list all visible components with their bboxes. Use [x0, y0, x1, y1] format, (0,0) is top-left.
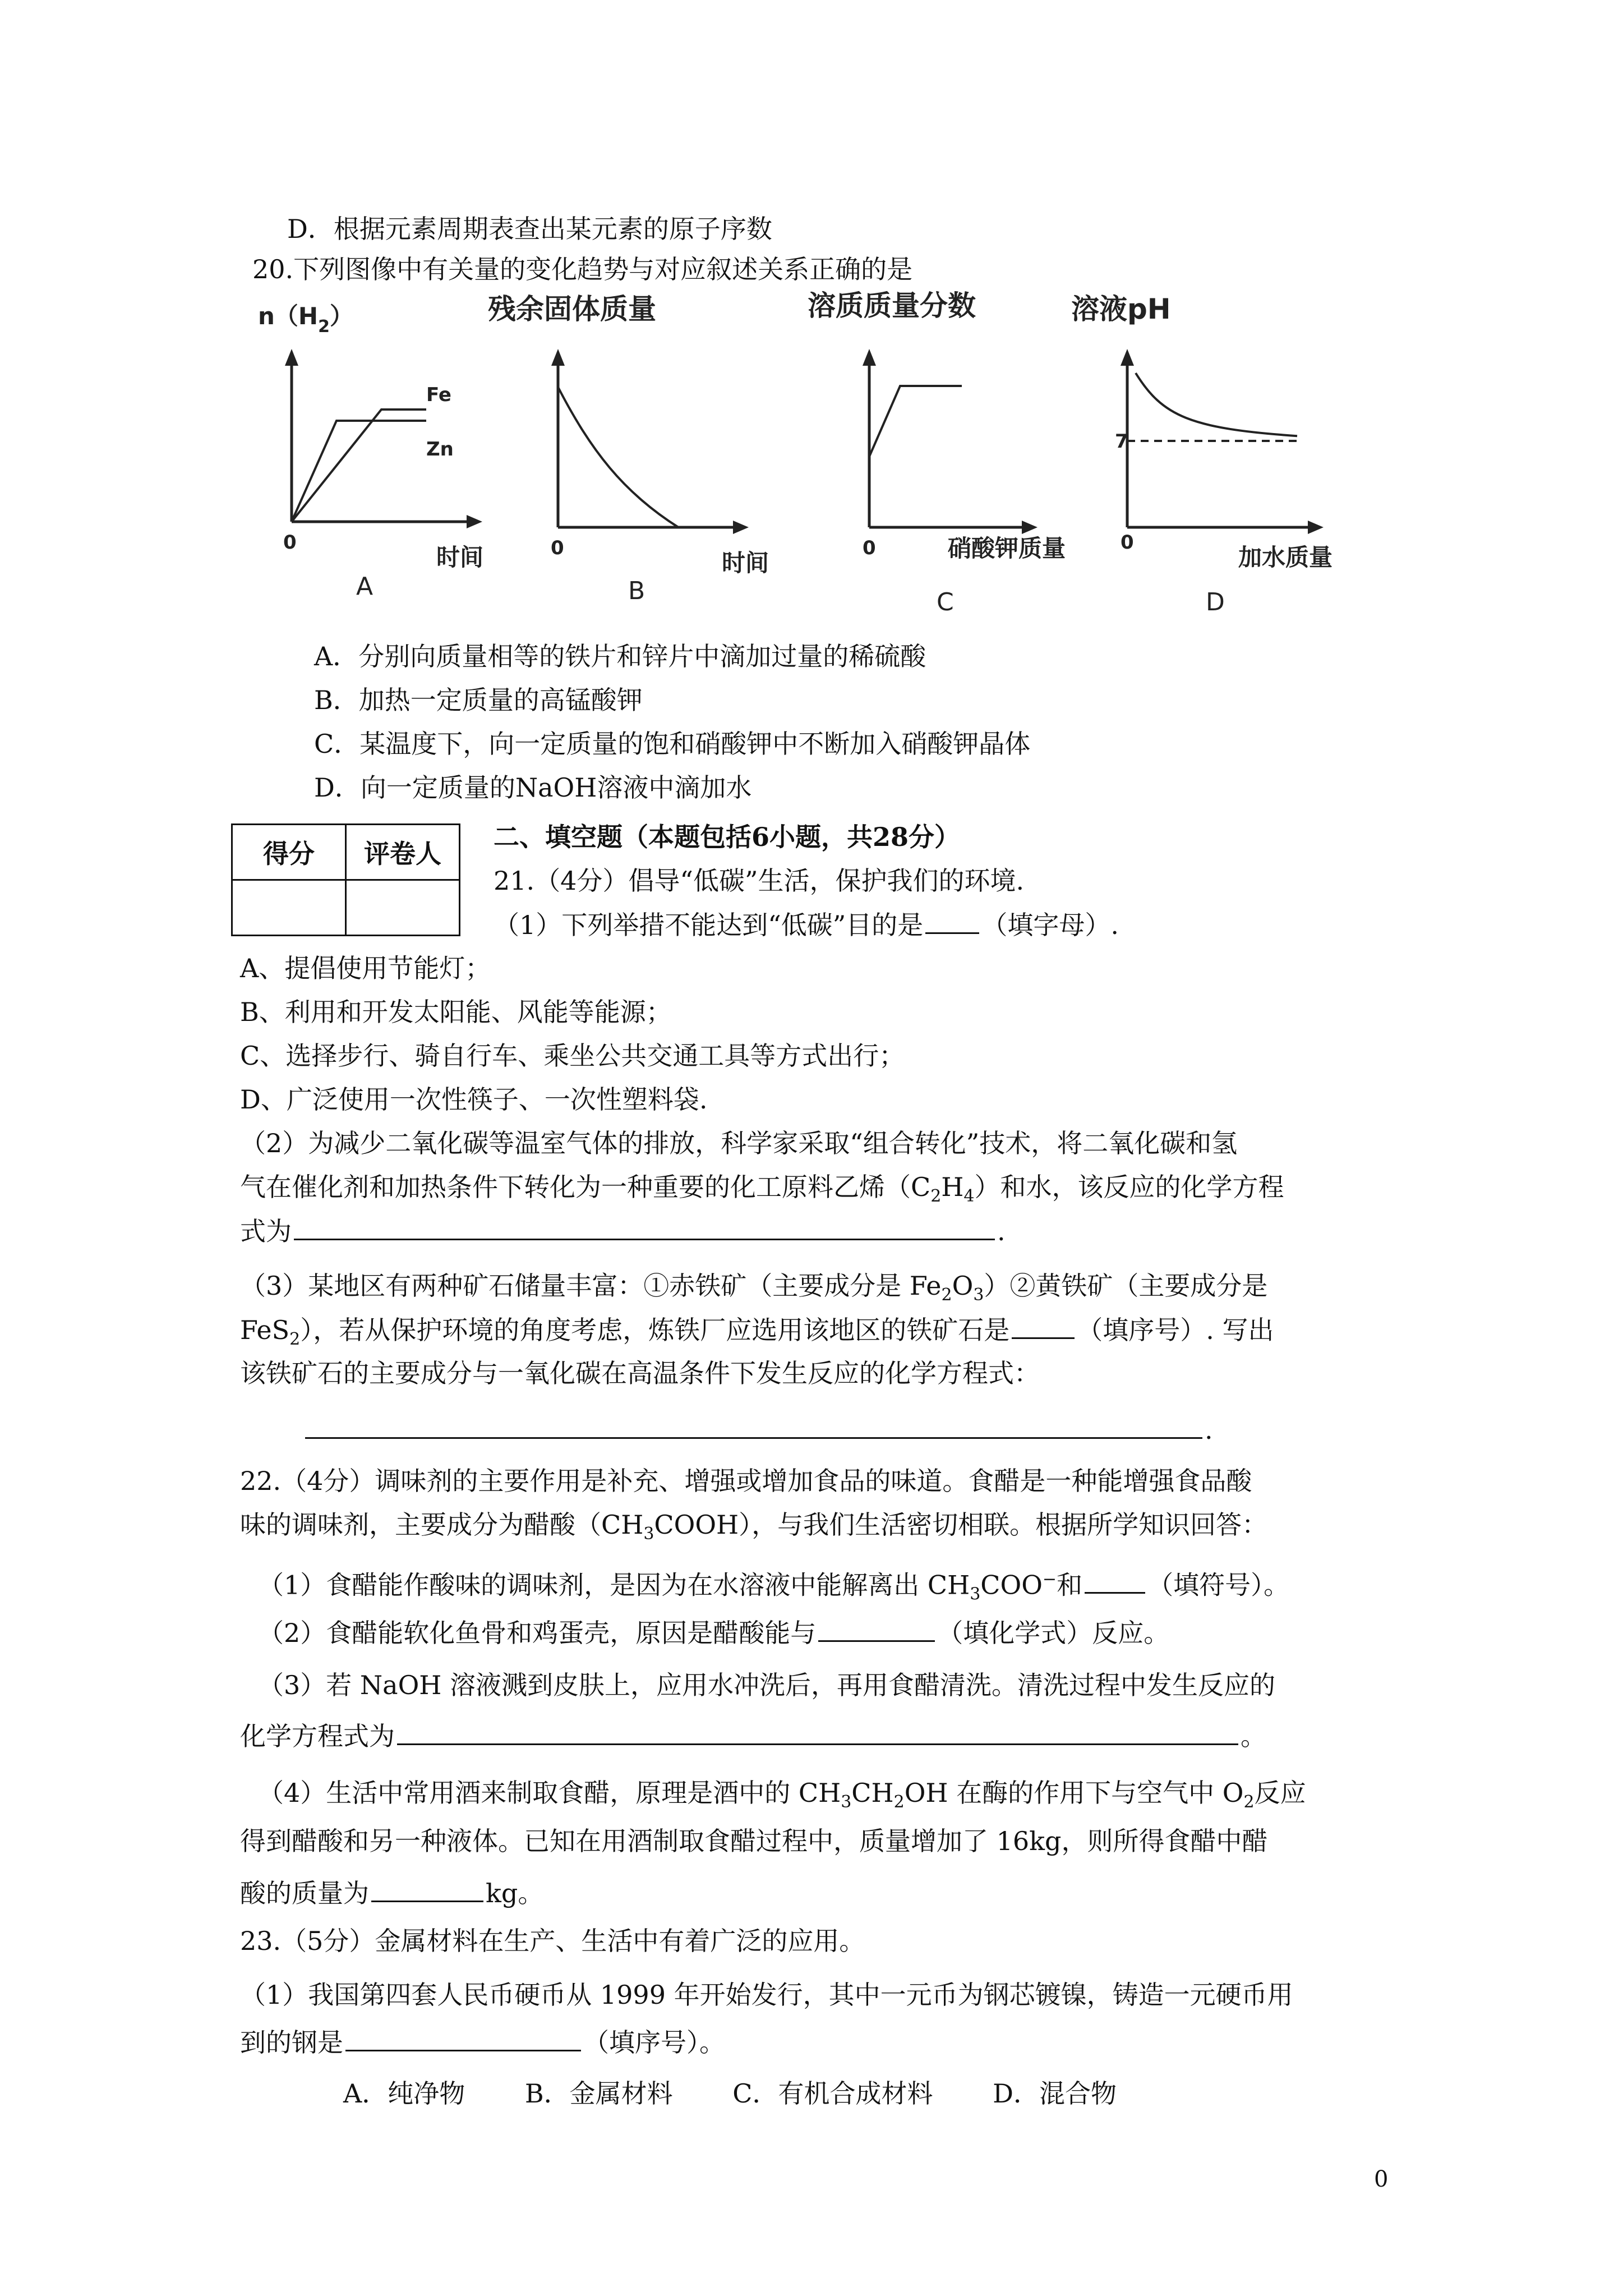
- q20-option-a: A．分别向质量相等的铁片和锌片中滴加过量的稀硫酸: [314, 641, 926, 671]
- chart-d-x-arrow: [1308, 521, 1324, 534]
- q21-part3-line4: .: [303, 1412, 1213, 1447]
- q19-option-d: D．根据元素周期表查出某元素的原子序数: [287, 214, 772, 244]
- score-header: 得分: [232, 825, 346, 880]
- q21-blank-4[interactable]: [305, 1412, 1202, 1439]
- q21-option-c: C、选择步行、骑自行车、乘坐公共交通工具等方式出行；: [240, 1041, 905, 1071]
- chart-d-xlabel: 加水质量: [1238, 544, 1333, 571]
- chart-c: [808, 289, 1066, 616]
- chart-d-letter: D: [1206, 588, 1225, 616]
- q23-stem: 23.（5分）金属材料在生产、生活中有着广泛的应用。: [240, 1926, 865, 1956]
- section-title: 二、填空题（本题包括6小题，共28分）: [494, 822, 961, 852]
- chart-a-xlabel: 时间: [436, 544, 484, 571]
- chart-d-series: [1136, 373, 1297, 436]
- chart-a-series-fe: [292, 409, 426, 522]
- chart-d-ylabel: 溶液pH: [1071, 293, 1171, 325]
- q21-option-b: B、利用和开发太阳能、风能等能源；: [240, 997, 672, 1027]
- q21-blank-1[interactable]: [925, 908, 979, 934]
- q20-option-b: B．加热一定质量的高锰酸钾: [314, 685, 643, 715]
- chart-c-xlabel: 硝酸钾质量: [948, 535, 1066, 562]
- chart-a-origin: 0: [283, 531, 297, 554]
- q21-part3-line1: （3）某地区有两种矿石储量丰富：①赤铁矿（主要成分是 $Fe_2O_3)②$黄铁矿（主要成分是: [240, 1271, 1268, 1305]
- q22-part4-line2: 得到醋酸和另一种液体。已知在用酒制取食醋过程中，质量增加了 16kg，则所得食醋中醋: [240, 1826, 1268, 1856]
- chart-a-letter: A: [356, 572, 374, 601]
- chart-a: [258, 302, 483, 601]
- q20-option-d: D．向一定质量的NaOH溶液中滴加水: [314, 772, 752, 803]
- grader-cell[interactable]: [346, 880, 460, 936]
- q22-part3-line2: 化学方程式为 。: [240, 1719, 1266, 1753]
- chart-b-y-arrow: [551, 349, 565, 366]
- chart-b-origin: 0: [551, 537, 564, 559]
- chart-c-x-arrow: [1022, 521, 1038, 534]
- chart-c-series: [869, 386, 962, 457]
- chart-a-legend-zn: Zn: [426, 438, 454, 461]
- q21-part2-line2: 气在催化剂和加热条件下转化为一种重要的化工原料乙烯$(C_2H_4)$和水，该反应的化学方程: [240, 1172, 1284, 1207]
- chart-d: [1071, 293, 1332, 616]
- q21-option-d: D、广泛使用一次性筷子、一次性塑料袋.: [240, 1084, 708, 1115]
- q22-part4-line1: （4）生活中常用酒来制取食醋，原理是酒中的 $CH_3CH_2OH$ 在酶的作用下与空气中 $O_2$反应: [258, 1778, 1306, 1812]
- q22-blank-4[interactable]: [371, 1876, 483, 1902]
- chart-d-origin: 0: [1121, 531, 1134, 554]
- chart-c-origin: 0: [863, 537, 876, 559]
- q20-option-c: C．某温度下，向一定质量的饱和硝酸钾中不断加入硝酸钾晶体: [314, 729, 1031, 759]
- q21-part1: （1）下列举措不能达到“低碳”目的是 （填字母）.: [494, 908, 1119, 942]
- q22-line2: 味的调味剂，主要成分为醋酸$(CH_3COOH)$，与我们生活密切相联。根据所学知识回答：: [240, 1510, 1268, 1544]
- q21-stem: 21.（4分）倡导“低碳”生活，保护我们的环境.: [494, 866, 1025, 896]
- q22-blank-2[interactable]: [818, 1616, 935, 1642]
- chart-b-x-arrow: [733, 521, 749, 534]
- chart-a-x-arrow: [467, 515, 482, 528]
- q20-charts: [258, 286, 1380, 645]
- q20-stem: 20.下列图像中有关量的变化趋势与对应叙述关系正确的是: [252, 254, 913, 284]
- chart-b-letter: B: [628, 577, 645, 605]
- chart-c-y-arrow: [863, 349, 876, 366]
- chart-b-ylabel: 残余固体质量: [488, 293, 656, 325]
- q23-blank-1[interactable]: [345, 2025, 581, 2051]
- q22-part3-line1: （3）若 NaOH 溶液溅到皮肤上，应用水冲洗后，再用食醋清洗。清洗过程中发生反应的: [258, 1670, 1276, 1700]
- q21-part3-line3: 该铁矿石的主要成分与一氧化碳在高温条件下发生反应的化学方程式：: [240, 1358, 1040, 1388]
- chart-c-ylabel: 溶质质量分数: [808, 289, 976, 322]
- q21-part2-line1: （2）为减少二氧化碳等温室气体的排放，科学家采取“组合转化”技术，将二氧化碳和氢: [240, 1128, 1238, 1158]
- chart-b-xlabel: 时间: [722, 549, 769, 577]
- score-table: [231, 823, 460, 936]
- q22-blank-3[interactable]: [397, 1719, 1238, 1745]
- chart-b-series: [558, 387, 721, 527]
- q22-blank-1[interactable]: [1085, 1567, 1145, 1594]
- score-cell[interactable]: [232, 880, 346, 936]
- page-number: 0: [1374, 2166, 1389, 2192]
- chart-d-y-arrow: [1121, 349, 1134, 366]
- q22-part1: （1）食醋能作酸味的调味剂，是因为在水溶液中能解离出 $CH_3COO^-$和 （填符号）。: [258, 1563, 1289, 1612]
- q22-part2: （2）食醋能软化鱼骨和鸡蛋壳，原因是醋酸能与 （填化学式）反应。: [258, 1616, 1169, 1650]
- q21-option-a: A、提倡使用节能灯；: [240, 953, 491, 983]
- q22-part4-line3: 酸的质量为 kg。: [240, 1876, 543, 1910]
- q21-part3-line2: FeS$_2$），若从保护环境的角度考虑，炼铁厂应选用该地区的铁矿石是 （填序号）. 写出: [240, 1313, 1274, 1356]
- chart-a-ylabel: $n(H_2)$: [258, 302, 353, 337]
- q23-part1-line1: （1）我国第四套人民币硬币从 1999 年开始发行，其中一元币为钢芯镀镍，铸造一元硬币用: [240, 1980, 1293, 2010]
- q21-part2-line3: 式为 .: [240, 1214, 1006, 1248]
- q21-blank-3[interactable]: [1012, 1313, 1075, 1339]
- grader-header: 评卷人: [346, 825, 460, 880]
- q21-blank-2[interactable]: [294, 1214, 995, 1240]
- chart-a-legend-fe: Fe: [426, 384, 451, 406]
- chart-a-y-arrow: [285, 349, 298, 366]
- q22-line1: 22.（4分）调味剂的主要作用是补充、增强或增加食品的味道。食醋是一种能增强食品酸: [240, 1466, 1252, 1496]
- q23-part1-line2: 到的钢是 （填序号）。: [240, 2025, 725, 2059]
- q23-options: A．纯净物 B．金属材料 C．有机合成材料 D．混合物: [343, 2078, 1117, 2109]
- chart-c-letter: C: [937, 588, 954, 616]
- chart-d-reference-label: 7: [1115, 430, 1128, 453]
- chart-b: [488, 293, 769, 605]
